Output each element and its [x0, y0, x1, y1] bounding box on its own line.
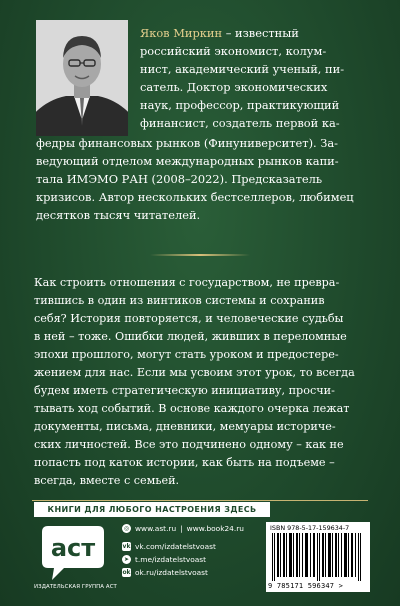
description-line: Как строить отношения с государством, не превра- — [34, 276, 340, 289]
description-line: попасть под каток истории, как быть на подъеме – — [34, 456, 335, 469]
bio-line-4: сатель. Доктор экономических — [140, 80, 328, 94]
description-line: всегда, вместе с семьей. — [34, 474, 180, 487]
publisher-subtitle: ИЗДАТЕЛЬСКАЯ ГРУППА АСТ — [34, 584, 117, 590]
vk-row — [122, 542, 216, 551]
ast-logo-icon — [34, 522, 112, 586]
vk-link[interactable]: vk.com/izdatelstvoast — [135, 542, 216, 551]
bio-line-6: финансист, создатель первой ка- — [140, 116, 340, 130]
site-link-ast[interactable]: www.ast.ru — [135, 524, 177, 533]
link-separator: | — [180, 524, 183, 533]
description-line: эпохи прошлого, могут стать уроком и предостере- — [34, 348, 339, 361]
logo-text: аст — [50, 534, 96, 562]
author-name: Яков Миркин — [140, 26, 223, 40]
bio-line-8: ведующий отделом международных рынков капи- — [36, 154, 339, 168]
description-line: ских личностей. Все это подчинено одному – как не — [34, 438, 344, 451]
bio-line-9: тала ИМЭМО РАН (2008–2022). Предсказатель — [36, 172, 323, 186]
globe-icon: ◎ — [123, 525, 130, 532]
description-line: тившись в один из винтиков системы и сохранив — [34, 294, 325, 307]
odnoklassniki-icon: ok — [122, 569, 131, 576]
bio-line-5: наук, профессор, практикующий — [140, 98, 340, 112]
site-link-book24[interactable]: www.book24.ru — [186, 524, 244, 533]
description-line: себя? История повторяется, и человеческие судьбы — [34, 312, 344, 325]
bio-line-1: Яков Миркин – известный — [140, 26, 299, 40]
tagline-banner: КНИГИ ДЛЯ ЛЮБОГО НАСТРОЕНИЯ ЗДЕСЬ — [34, 502, 270, 517]
description-line: документы, письма, дневники, мемуары историче- — [34, 420, 336, 433]
description-line: в ней – тоже. Ошибки людей, живших в переломные — [34, 330, 347, 343]
ok-link[interactable]: ok.ru/izdatelstvoast — [135, 568, 208, 577]
footer-rule — [32, 500, 368, 501]
bio-line-11: десятков тысяч читателей. — [36, 208, 201, 222]
bio-line-7: федры финансовых рынков (Финуниверситет). За- — [36, 136, 339, 150]
isbn-label: ISBN 978-5-17-159634-7 — [270, 524, 350, 532]
isbn-barcode-box — [266, 522, 370, 592]
bio-line-2: российский экономист, колум- — [140, 44, 327, 58]
telegram-row — [122, 555, 206, 564]
description-line: будем иметь стратегическую инициативу, просчи- — [34, 384, 335, 397]
ast-logo — [34, 522, 112, 586]
gold-divider — [150, 254, 250, 256]
ok-row — [122, 568, 208, 577]
author-photo — [36, 20, 128, 136]
telegram-icon: ➤ — [123, 556, 130, 563]
bio-line-10: кризисов. Автор нескольких бестселлеров, любимец — [36, 190, 354, 204]
telegram-link[interactable]: t.me/izdatelstvoast — [135, 555, 207, 564]
description-line: жением для нас. Если мы усвоим этот урок, то всегда — [34, 366, 355, 379]
isbn-digits: 9 785171 596347 > — [268, 582, 344, 590]
bio-line-3: нист, академический ученый, пи- — [140, 62, 345, 76]
vk-icon: vk — [122, 543, 131, 550]
author-portrait-image — [36, 20, 128, 136]
description-line: тывать ход событий. В основе каждого очерка лежат — [34, 402, 350, 415]
barcode-icon — [272, 533, 364, 581]
website-row — [122, 524, 244, 533]
